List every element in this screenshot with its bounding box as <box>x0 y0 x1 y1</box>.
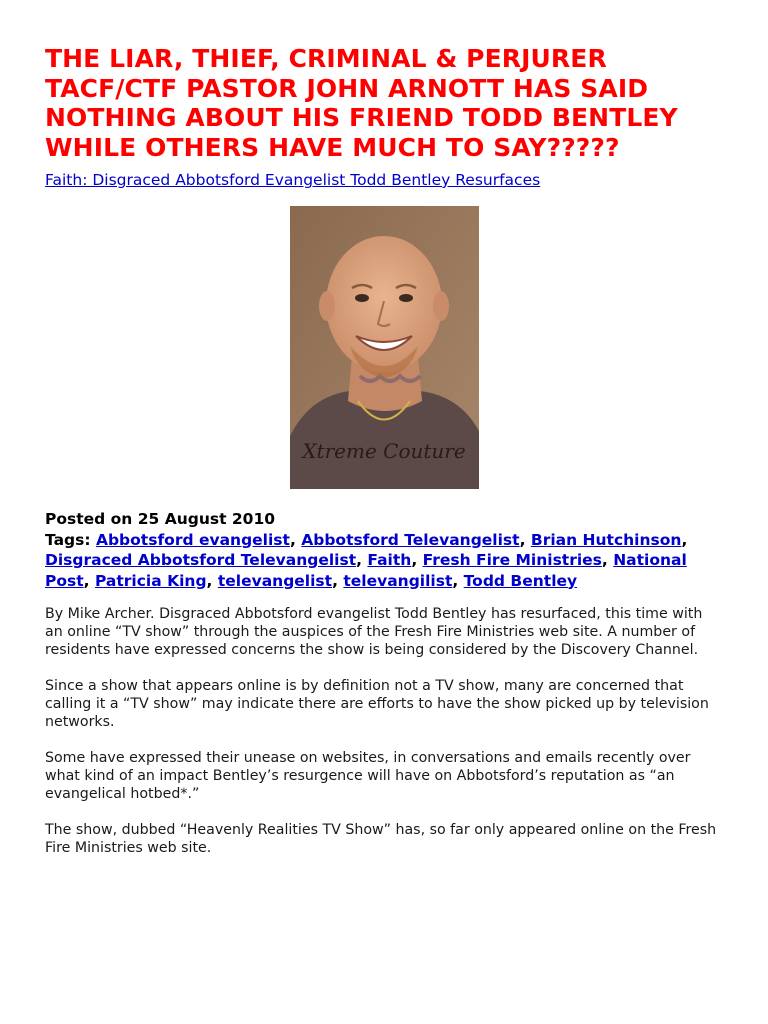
tag-link[interactable]: Abbotsford Televangelist <box>301 530 520 549</box>
tag-link[interactable]: Todd Bentley <box>463 571 578 590</box>
paragraph: By Mike Archer. Disgraced Abbotsford evangelist Todd Bentley has resurfaced, this time with an online “TV show” through the auspices of the Fresh Fire Ministries web site. A number of residents have expressed concerns the show is being considered by the Discovery Channel. <box>45 606 703 658</box>
tag-link[interactable]: Brian Hutchinson <box>530 530 682 549</box>
tag-link[interactable]: Faith <box>367 551 412 569</box>
headline-line: THE LIAR, THIEF, CRIMINAL & PERJURER <box>45 44 607 73</box>
tags-label: Tags: <box>45 530 91 549</box>
paragraph: Since a show that appears online is by definition not a TV show, many are concerned that calling it a “TV show” may indicate there are efforts to have the show picked up by television networks. <box>45 678 709 730</box>
paragraph: The show, dubbed “Heavenly Realities TV Show” has, so far only appeared online on the Fresh Fire Ministries web site. <box>45 822 717 856</box>
tag-link[interactable]: televangelist <box>217 571 333 590</box>
tag-link[interactable]: Fresh Fire Ministries <box>422 551 602 569</box>
tag-link[interactable]: Disgraced Abbotsford Televangelist <box>45 551 357 569</box>
headline-line: WHILE OTHERS HAVE MUCH TO SAY????? <box>45 132 620 162</box>
tag-link[interactable]: National Post <box>45 551 687 590</box>
paragraph: Some have expressed their unease on websites, in conversations and emails recently over what kind of an impact Bentley’s resurgence will have on Abbotsford’s reputation as “an evangelical hotbed*.” <box>45 750 691 802</box>
article-body <box>45 605 723 857</box>
post-meta <box>45 509 723 591</box>
posted-date: Posted on 25 August 2010 <box>45 510 276 528</box>
tags-line: Tags: Abbotsford evangelist, Abbotsford Televangelist, Brian Hutchinson, Disgraced Abbotsford Televangelist, Faith, Fresh Fire Ministries, National Post, Patricia King, televangelist, televangilist, Todd Bentley <box>45 530 688 590</box>
tag-link[interactable]: televangilist <box>343 571 453 590</box>
headline-line: TACF/CTF PASTOR JOHN ARNOTT HAS SAID <box>45 73 649 103</box>
tag-link[interactable]: Abbotsford evangelist <box>95 530 290 549</box>
headline-line: NOTHING ABOUT HIS FRIEND TODD BENTLEY <box>45 103 678 132</box>
tag-link[interactable]: Patricia King <box>94 571 207 590</box>
source-article-link[interactable]: Faith: Disgraced Abbotsford Evangelist Todd Bentley Resurfaces <box>45 171 541 189</box>
author-photo <box>290 206 479 489</box>
shirt-text: Xtreme Couture <box>302 439 466 463</box>
headline <box>45 44 723 162</box>
